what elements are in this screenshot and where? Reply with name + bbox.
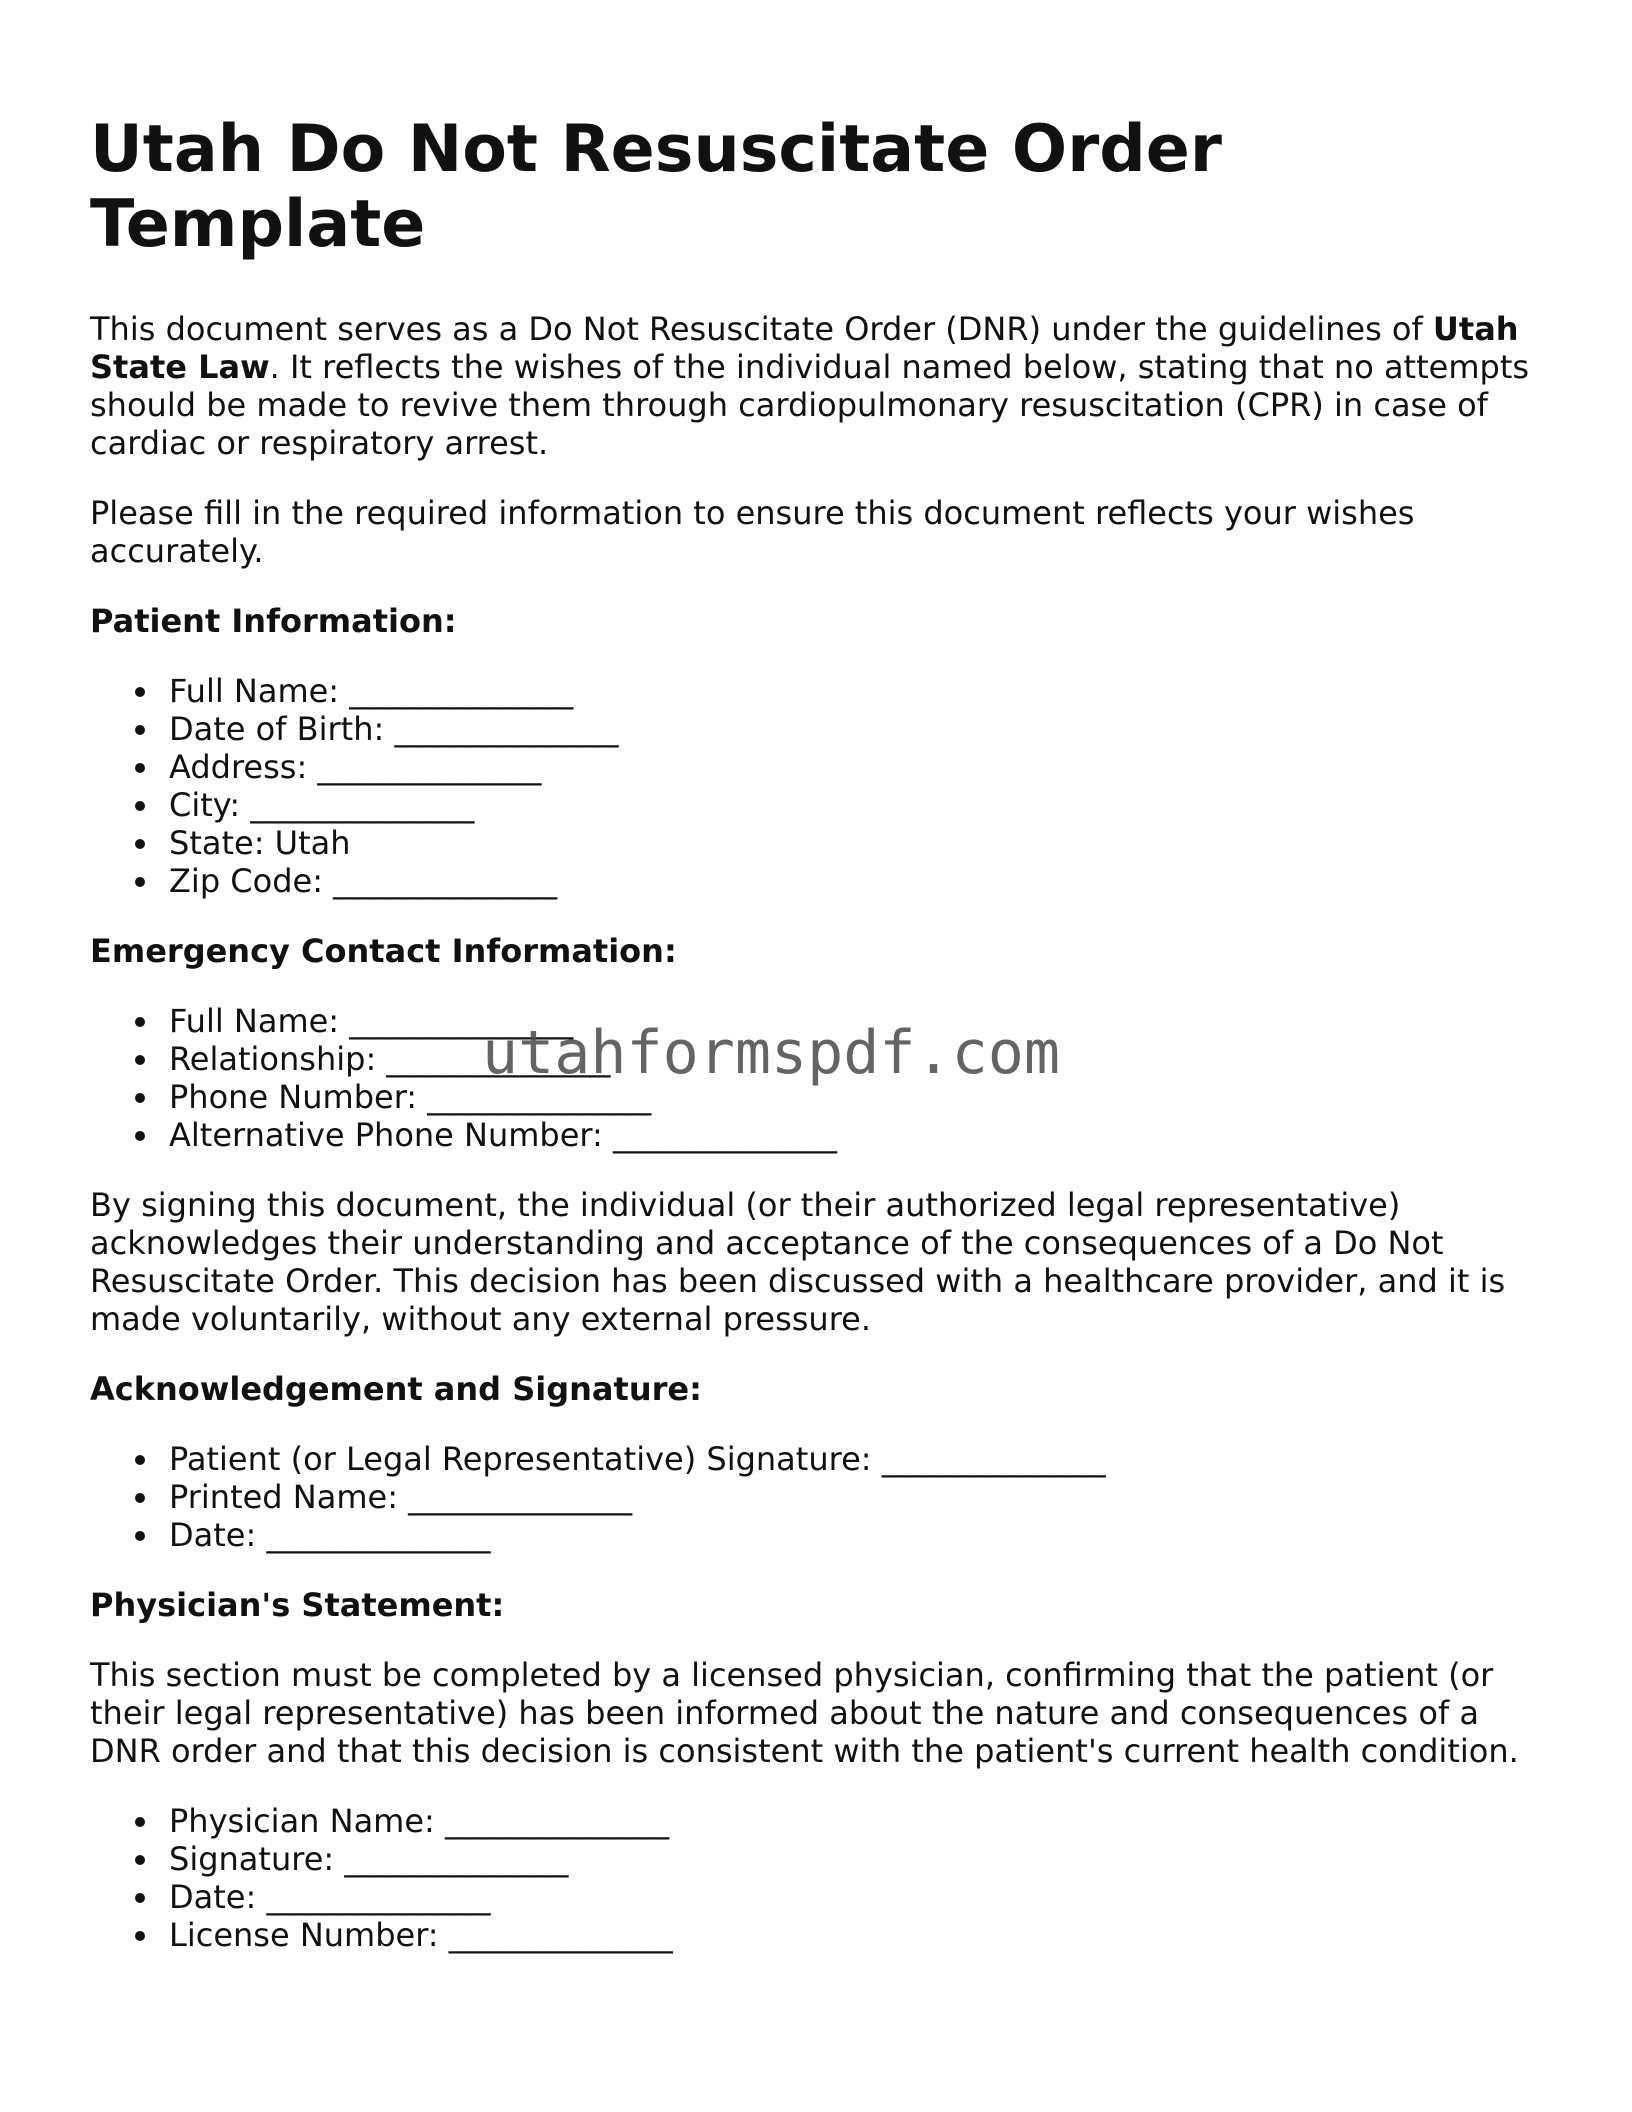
bullet-icon	[135, 1455, 145, 1465]
physician-statement-heading: Physician's Statement:	[90, 1586, 505, 1624]
field-label: Alternative Phone Number: ______________	[169, 1116, 837, 1154]
field-label: Signature: ______________	[169, 1840, 569, 1878]
field-label: Phone Number: ______________	[169, 1078, 652, 1116]
patient-zip-code-field[interactable]	[135, 862, 1550, 900]
bullet-icon	[135, 877, 145, 887]
field-label: License Number: ______________	[169, 1916, 673, 1954]
physician-statement-paragraph: This section must be completed by a licensed physician, confirming that the patient (or their legal representative) has been informed about the nature and consequences of a DNR order and that this decision is consistent with the patient's current health condition.	[90, 1656, 1519, 1770]
bullet-icon	[135, 1131, 145, 1141]
bullet-icon	[135, 1931, 145, 1941]
field-label: City: ______________	[169, 786, 475, 824]
bullet-icon	[135, 1531, 145, 1541]
intro-text-start: This document serves as a Do Not Resuscitate Order (DNR) under the guidelines of	[90, 310, 1433, 348]
patient-info-list	[90, 672, 1550, 900]
bullet-icon	[135, 1493, 145, 1503]
bullet-icon	[135, 839, 145, 849]
field-label: Full Name: ______________	[169, 672, 574, 710]
bullet-icon	[135, 763, 145, 773]
intro-bold-text: Utah State Law	[90, 310, 1519, 386]
patient-info-heading: Patient Information:	[90, 602, 457, 640]
field-label: Printed Name: ______________	[169, 1478, 633, 1516]
instruction-paragraph: Please fill in the required information to ensure this document reflects your wishes accurately.	[90, 494, 1415, 570]
bullet-icon	[135, 1055, 145, 1065]
field-label: Date: ______________	[169, 1878, 491, 1916]
field-label: State: Utah	[169, 824, 351, 862]
patient-full-name-field[interactable]	[135, 672, 1550, 710]
emergency-alt-phone-number-field[interactable]	[135, 1116, 1550, 1154]
field-label: Date of Birth: ______________	[169, 710, 619, 748]
patient-state-field	[135, 824, 1550, 862]
field-label: Address: ______________	[169, 748, 542, 786]
acknowledgement-paragraph: By signing this document, the individual (or their authorized legal representative) acknowledges their understanding and acceptance of the consequences of a Do Not Resuscitate Order. This decision has been discussed with a healthcare provider, and it is made voluntarily, without any external pressure.	[90, 1186, 1506, 1338]
intro-paragraph	[90, 310, 1550, 462]
bullet-icon	[135, 801, 145, 811]
field-label: Patient (or Legal Representative) Signature: ______________	[169, 1440, 1106, 1478]
physician-license-number-field[interactable]	[135, 1916, 1550, 1954]
bullet-icon	[135, 725, 145, 735]
printed-name-field[interactable]	[135, 1478, 1550, 1516]
field-label: Zip Code: ______________	[169, 862, 558, 900]
patient-city-field[interactable]	[135, 786, 1550, 824]
signature-heading: Acknowledgement and Signature:	[90, 1370, 702, 1408]
field-label: Full Name: ______________	[169, 1002, 574, 1040]
signature-list	[90, 1440, 1550, 1554]
physician-list	[90, 1802, 1550, 1954]
bullet-icon	[135, 1893, 145, 1903]
document-title: Utah Do Not Resuscitate Order Template	[90, 112, 1222, 262]
bullet-icon	[135, 687, 145, 697]
patient-date-of-birth-field[interactable]	[135, 710, 1550, 748]
field-label: Physician Name: ______________	[169, 1802, 669, 1840]
field-label: Relationship: ______________	[169, 1040, 611, 1078]
watermark: utahformspdf.com	[482, 1018, 1060, 1088]
field-label: Date: ______________	[169, 1516, 491, 1554]
bullet-icon	[135, 1855, 145, 1865]
signature-date-field[interactable]	[135, 1516, 1550, 1554]
physician-name-field[interactable]	[135, 1802, 1550, 1840]
physician-signature-field[interactable]	[135, 1840, 1550, 1878]
bullet-icon	[135, 1017, 145, 1027]
bullet-icon	[135, 1093, 145, 1103]
intro-text-end: . It reflects the wishes of the individual named below, stating that no attempts should be made to revive them through cardiopulmonary resuscitation (CPR) in case of cardiac or respiratory arrest.	[90, 348, 1530, 462]
patient-address-field[interactable]	[135, 748, 1550, 786]
bullet-icon	[135, 1817, 145, 1827]
patient-signature-field[interactable]	[135, 1440, 1550, 1478]
physician-date-field[interactable]	[135, 1878, 1550, 1916]
emergency-contact-heading: Emergency Contact Information:	[90, 932, 677, 970]
